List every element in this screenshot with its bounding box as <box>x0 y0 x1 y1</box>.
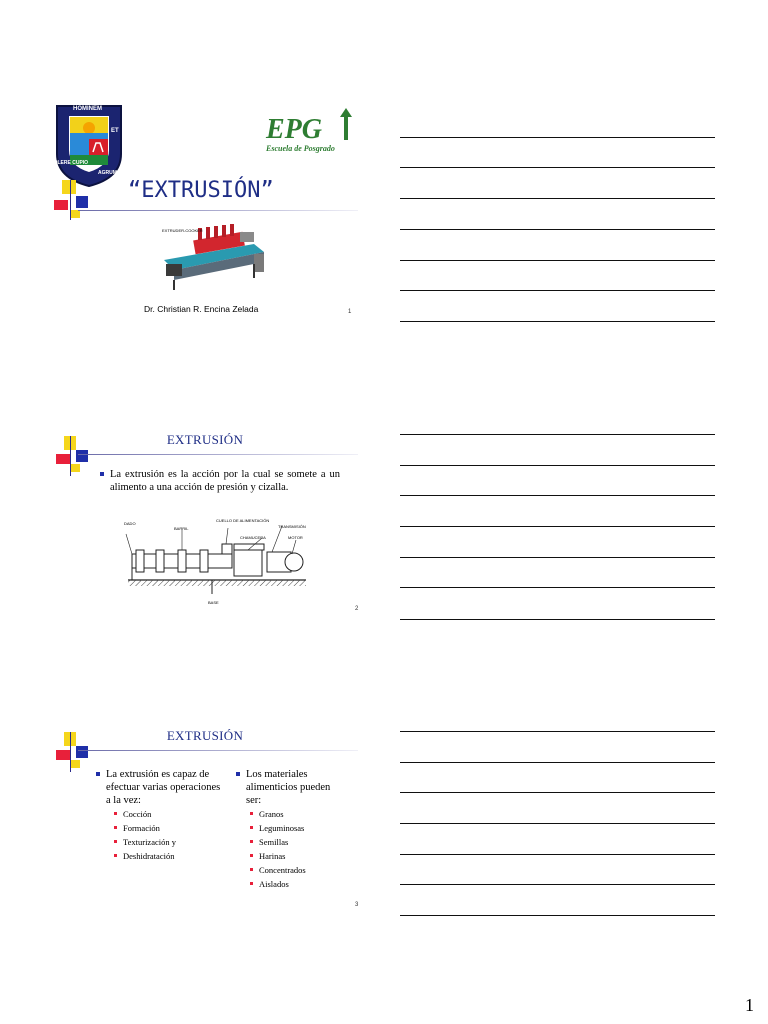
sub-list-item <box>250 863 306 877</box>
sub-list-item <box>250 849 285 863</box>
sub-list-item <box>114 835 176 849</box>
slide-author: Dr. Christian R. Encina Zelada <box>144 304 259 314</box>
sub-list-item <box>250 807 284 821</box>
sub-item-text: Concentrados <box>259 865 306 875</box>
epg-logo-text: EPG <box>266 114 322 145</box>
slide-number: 2 <box>355 606 359 612</box>
sub-item-text: Texturización y <box>123 837 176 847</box>
bullet-text: La extrusión es capaz de efectuar varias operaciones a la vez: <box>106 769 221 806</box>
bullet-icon <box>236 772 240 776</box>
sub-list-item <box>250 877 289 891</box>
list-item <box>100 468 340 494</box>
slide-title: EXTRUSIÓN <box>166 728 244 743</box>
page-number: 1 <box>745 995 754 1015</box>
crest-text-bottom-right: AGRUM <box>98 170 117 176</box>
sub-list-item <box>114 807 151 821</box>
sub-item-text: Cocción <box>123 809 152 819</box>
diagram-label-barril: BARRIL <box>174 526 189 531</box>
bullet-icon <box>100 472 104 476</box>
diagram-label-cuello: CUELLO DE ALIMENTACIÓN <box>216 518 270 523</box>
slide-number: 3 <box>355 902 359 908</box>
crest-text-right: ET <box>111 128 119 134</box>
slide-title: EXTRUSIÓN <box>166 432 244 447</box>
epg-arrow-icon <box>340 108 352 140</box>
slide-2 <box>48 428 362 618</box>
crest-text-top: HOMINEM <box>73 106 102 112</box>
crest-text-left: COLERE CUPIO <box>50 160 89 166</box>
sub-item-text: Deshidratación <box>123 851 175 861</box>
bullet-icon <box>96 772 100 776</box>
list-item <box>236 768 346 807</box>
bullet-text: Los materiales alimenticios pueden ser: <box>246 769 331 806</box>
extruder-diagram <box>122 520 312 598</box>
sub-item-text: Aislados <box>259 879 289 889</box>
sub-item-text: Harinas <box>259 851 286 861</box>
title-divider <box>78 210 358 211</box>
sub-list-item <box>250 835 288 849</box>
epg-logo-subtitle: Escuela de Posgrado <box>266 144 335 153</box>
diagram-label-motor: MOTOR <box>288 535 303 540</box>
sub-item-text: Formación <box>123 823 160 833</box>
slide-3 <box>48 722 362 912</box>
diagram-label-dado: DADO <box>124 521 136 526</box>
title-divider <box>78 454 358 455</box>
slide-1 <box>48 100 362 325</box>
diagram-label-chamucera: CHAMUCERA <box>240 535 266 540</box>
extruder-image-label: EXTRUDER-COOKER <box>162 228 203 233</box>
sub-list-item <box>114 849 174 863</box>
sub-list-item <box>114 821 160 835</box>
sub-item-text: Granos <box>259 809 284 819</box>
sub-item-text: Leguminosas <box>259 823 305 833</box>
list-item <box>96 768 226 807</box>
slide-title: “EXTRUSIÓN” <box>128 178 274 203</box>
slide-number: 1 <box>348 309 352 315</box>
sub-list-item <box>250 821 304 835</box>
diagram-label-transmision: TRANSMISIÓN <box>278 524 306 529</box>
slide-decoration <box>54 180 94 220</box>
title-divider <box>78 750 358 751</box>
bullet-text: La extrusión es la acción por la cual se somete a un alimento a una acción de presión y cizalla. <box>110 469 340 493</box>
sub-item-text: Semillas <box>259 837 289 847</box>
diagram-label-base: BASE <box>208 600 219 605</box>
